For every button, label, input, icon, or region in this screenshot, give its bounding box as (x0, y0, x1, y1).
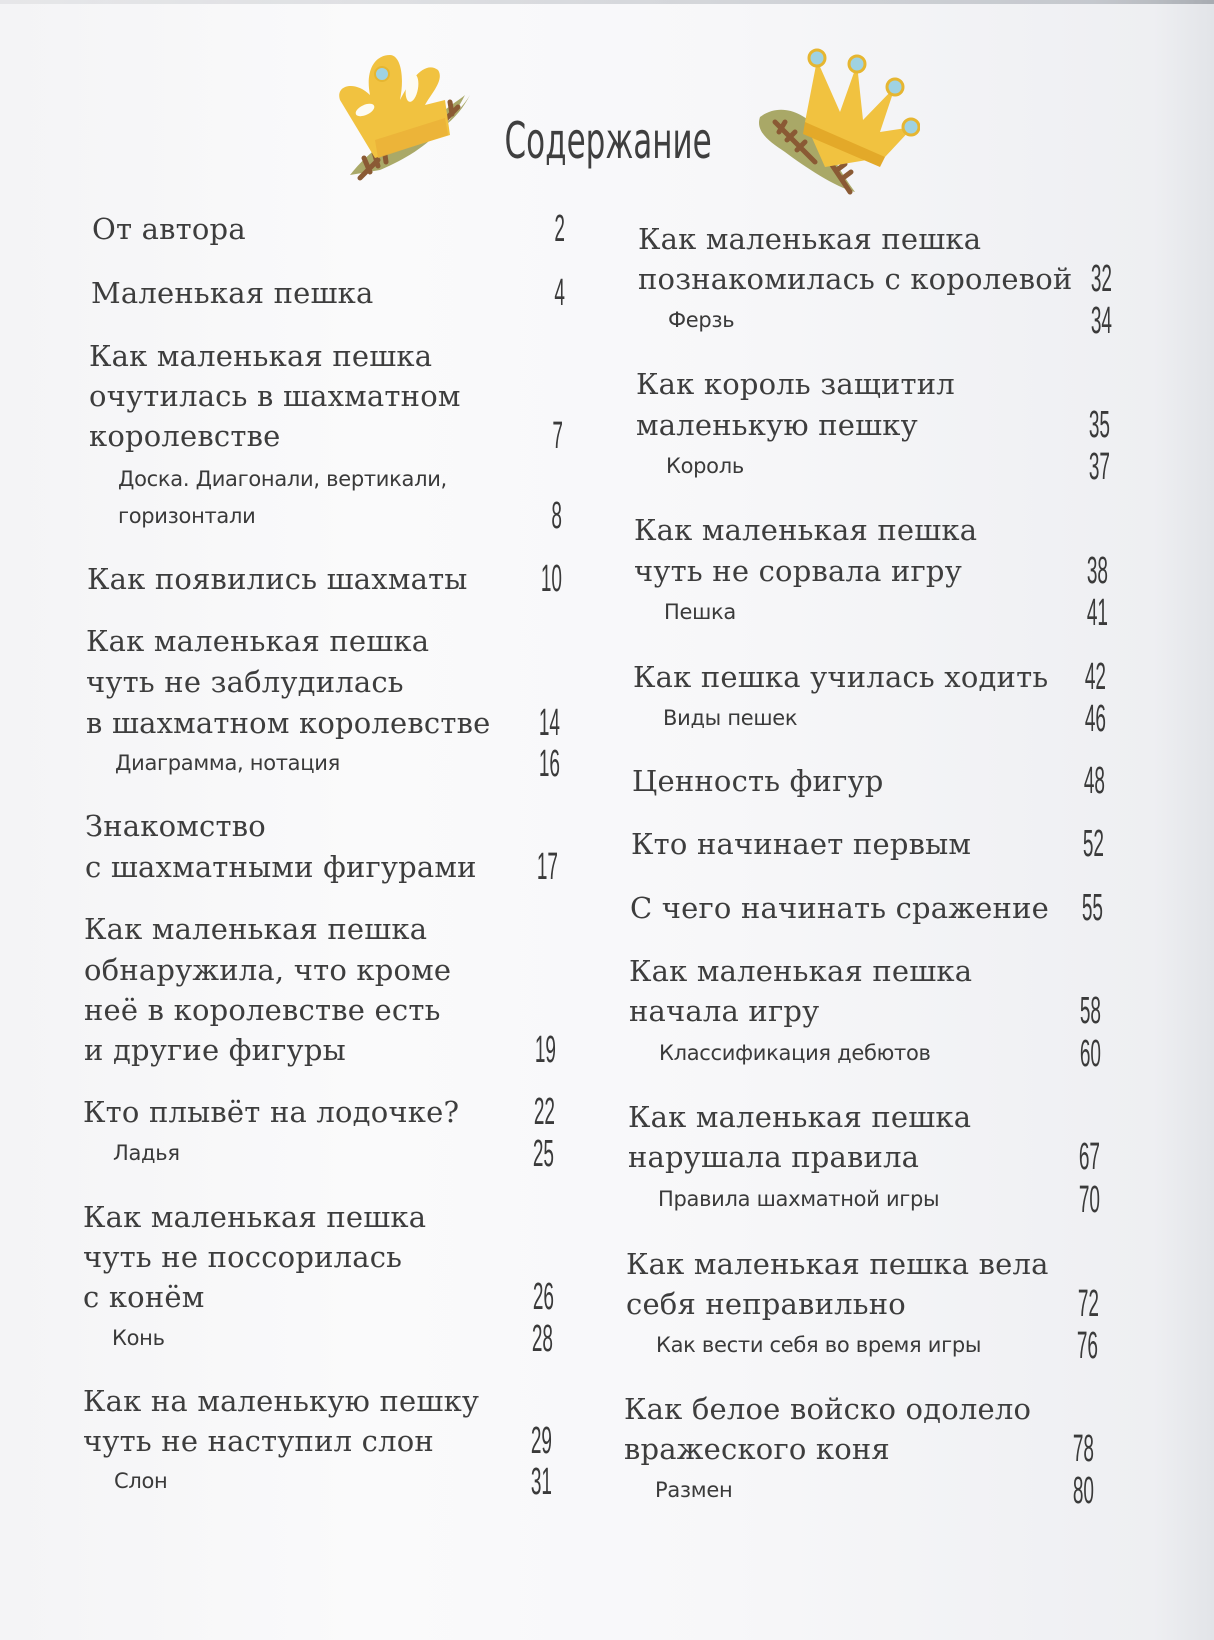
toc-entry-title: Кто начинает первым (631, 827, 972, 861)
toc-entry-title: познакомилась с королевой (638, 262, 1073, 296)
toc-subentry-title: Диаграмма, нотация (115, 751, 340, 775)
page-number: 19 (534, 1029, 556, 1071)
page-number: 46 (1084, 698, 1106, 740)
page-number: 48 (1083, 760, 1105, 802)
toc-subentry-title: Пешка (664, 600, 736, 624)
page-number: 35 (1088, 404, 1110, 446)
toc-entry-title: чуть не заблудилась (86, 665, 404, 699)
toc-entry-title: Маленькая пешка (91, 276, 374, 310)
page-number: 26 (532, 1276, 554, 1318)
toc-subentry-title: горизонтали (118, 504, 256, 528)
page-number: 60 (1079, 1033, 1101, 1075)
page-number: 29 (530, 1420, 552, 1462)
toc-subentry-title: Виды пешек (663, 706, 798, 730)
toc-entry-title: королевстве (89, 419, 281, 453)
page-number: 42 (1084, 656, 1106, 698)
page-number: 17 (536, 846, 558, 888)
page-number: 16 (538, 743, 560, 785)
page-number: 38 (1086, 550, 1108, 592)
toc-entry-title: Как белое войско одолело (624, 1392, 1032, 1426)
toc-entry-title: Как маленькая пешка (634, 513, 978, 547)
toc-entry-title: нарушала правила (628, 1140, 920, 1174)
page-number: 8 (551, 495, 562, 537)
page-number: 52 (1082, 823, 1104, 865)
toc-subentry-title: Размен (655, 1478, 733, 1502)
page-number: 31 (530, 1461, 552, 1503)
page-number: 76 (1076, 1325, 1098, 1367)
toc-entry-title: чуть не наступил слон (83, 1424, 434, 1458)
toc-entry-title: Как на маленькую пешку (83, 1384, 480, 1418)
toc-entry-title: начала игру (629, 994, 820, 1028)
page-number: 67 (1078, 1136, 1100, 1178)
page-title: Содержание (504, 112, 712, 170)
page-number: 58 (1079, 990, 1101, 1032)
page-number: 80 (1072, 1470, 1094, 1512)
page-number: 22 (533, 1091, 555, 1133)
toc-entry-title: обнаружила, что кроме (84, 953, 452, 987)
page-number: 10 (540, 558, 562, 600)
toc-subentry-title: Слон (114, 1469, 168, 1493)
toc-entry-title: Знакомство (85, 809, 266, 843)
page-number: 41 (1086, 592, 1108, 634)
toc-entry-title: с шахматными фигурами (85, 850, 477, 884)
page-number: 70 (1078, 1179, 1100, 1221)
toc-entry-title: чуть не поссорилась (83, 1240, 403, 1274)
toc-entry-title: маленькую пешку (636, 408, 918, 442)
page-number: 72 (1077, 1283, 1099, 1325)
toc-entry-title: чуть не сорвала игру (634, 554, 962, 588)
page-number: 14 (538, 702, 560, 744)
toc-entry-title: неё в королевстве есть (84, 993, 441, 1027)
page-number: 37 (1088, 446, 1110, 488)
toc-entry-title: Как маленькая пешка (629, 954, 973, 988)
toc-entry-title: Как маленькая пешка (83, 1200, 427, 1234)
page-number: 55 (1081, 887, 1103, 929)
page-top-edge (0, 0, 1214, 4)
toc-subentry-title: Как вести себя во время игры (656, 1333, 982, 1357)
toc-entry-title: С чего начинать сражение (630, 891, 1049, 925)
toc-entry-title: Как маленькая пешка (89, 339, 433, 373)
toc-subentry-title: Доска. Диагонали, вертикали, (118, 467, 447, 491)
toc-entry-title: с конём (83, 1280, 205, 1314)
toc-entry-title: Как пешка училась ходить (633, 660, 1049, 694)
page-number: 7 (552, 415, 563, 457)
page-number: 34 (1090, 300, 1112, 342)
toc-entry-title: От автора (92, 212, 246, 246)
toc-entry-title: Как король защитил (636, 367, 955, 401)
page-number: 4 (554, 272, 565, 314)
toc-entry-title: вражеского коня (624, 1432, 890, 1466)
toc-entry-title: Ценность фигур (632, 764, 884, 798)
page-number: 28 (531, 1318, 553, 1360)
toc-subentry-title: Правила шахматной игры (658, 1187, 940, 1211)
toc-entry-title: и другие фигуры (84, 1033, 346, 1067)
toc-entry-title: Как маленькая пешка вела (626, 1247, 1049, 1281)
page-number: 2 (554, 208, 565, 250)
toc-entry-title: в шахматном королевстве (86, 706, 491, 740)
toc-subentry-title: Конь (112, 1326, 165, 1350)
toc-subentry-title: Классификация дебютов (659, 1041, 931, 1065)
toc-entry-title: Как маленькая пешка (86, 624, 430, 658)
toc-subentry-title: Ферзь (668, 308, 735, 332)
toc-subentry-title: Ладья (113, 1141, 180, 1165)
page-number: 32 (1090, 258, 1112, 300)
toc-entry-title: Кто плывёт на лодочке? (83, 1095, 460, 1129)
toc-entry-title: Как появились шахматы (87, 562, 468, 596)
toc-entry-title: Как маленькая пешка (84, 912, 428, 946)
toc-entry-title: очутилась в шахматном (89, 379, 461, 413)
toc-entry-title: Как маленькая пешка (638, 222, 982, 256)
toc-entry-title: Как маленькая пешка (628, 1100, 972, 1134)
toc-entry-title: себя неправильно (626, 1287, 906, 1321)
page-number: 78 (1072, 1428, 1094, 1470)
toc-subentry-title: Король (666, 454, 744, 478)
page-number: 25 (532, 1133, 554, 1175)
